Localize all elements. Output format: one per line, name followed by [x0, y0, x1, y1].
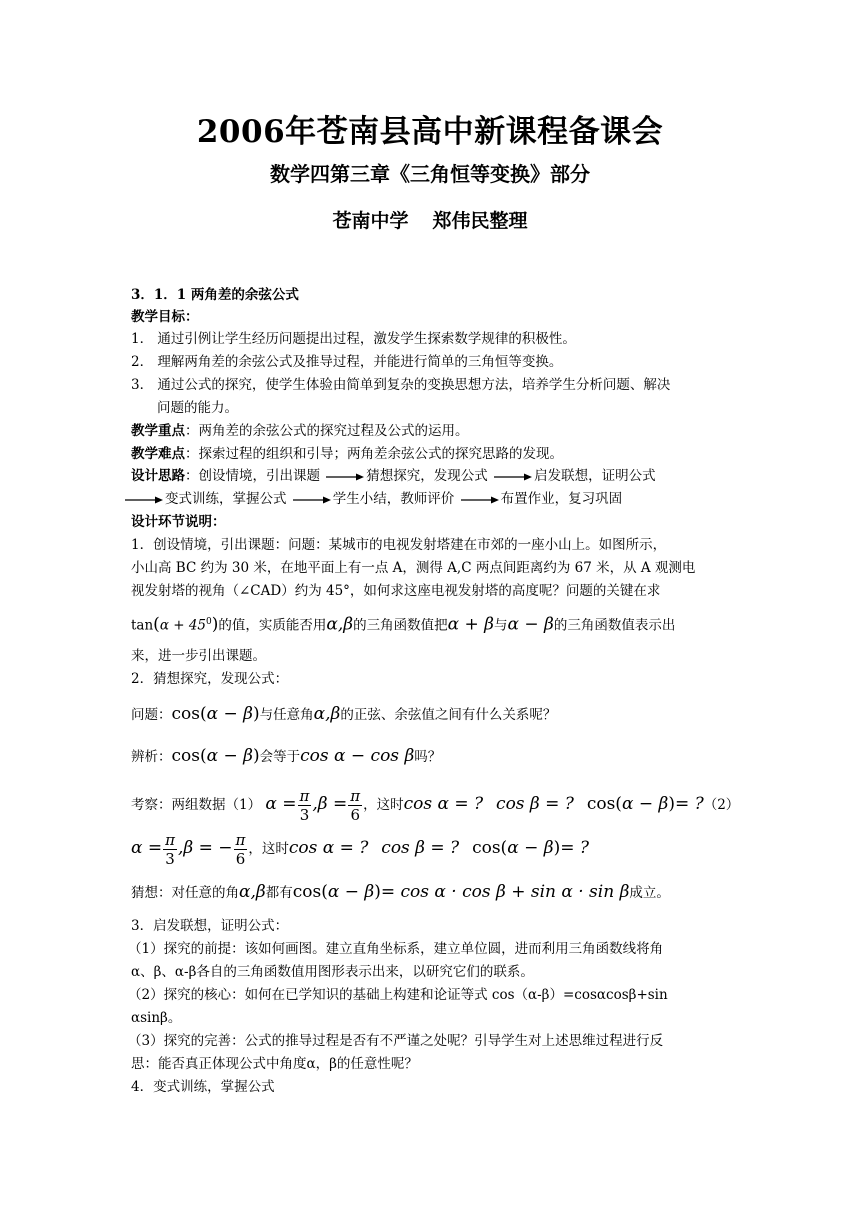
design-step: 启发联想，证明公式: [534, 468, 656, 484]
fraction: $\frac{\pi}{3}$: [165, 830, 175, 868]
key-point-label: 教学重点: [131, 423, 185, 439]
text: 与任意角: [259, 707, 314, 723]
paragraph-line: 思：能否真正体现公式中角度α，β的任意性呢？: [131, 1056, 418, 1072]
math-expr: cos α − cos β: [300, 746, 415, 766]
paragraph-heading: 2．猜想探究，发现公式：: [131, 671, 289, 687]
difficulty-line: [131, 445, 736, 463]
flow-arrow-icon: [293, 496, 331, 504]
math-func: cos: [472, 838, 501, 858]
math-expr: cos β = ?: [381, 838, 460, 858]
paragraph-line: 视发射塔的视角（∠CAD）约为 45°，如何求这座电视发射塔的高度呢？问题的关键在求: [131, 583, 661, 599]
math-expr: = cos α · cos β + sin α · sin β: [380, 882, 630, 902]
school-name: 苍南中学: [332, 210, 409, 232]
text: 猜想：对任意的角: [131, 885, 239, 901]
math-expr: α =: [265, 794, 297, 814]
page-subtitle: 数学四第三章《三角恒等变换》部分: [270, 162, 590, 186]
text: 的三角函数值把: [353, 617, 448, 634]
examine-line-1: 考察：两组数据（1） α = $\frac{\pi}{3}$ ,β = $\frac{\pi}{6}$ ，这时cos α = ? cos β = ? cos(α − β)= ?（2）: [131, 786, 740, 824]
text: ，这时: [363, 797, 404, 813]
text: ，这时: [248, 841, 289, 857]
math-expr: α + 45: [159, 617, 207, 634]
text: 会等于: [259, 749, 301, 765]
key-point-text: ：两角差的余弦公式的探究过程及公式的运用。: [185, 423, 469, 439]
math-expr: cos α = ?: [288, 838, 369, 858]
text: 吗？: [414, 749, 442, 765]
math-expr: cos α = ?: [403, 794, 484, 814]
paragraph-line: αsinβ。: [131, 1010, 182, 1026]
paragraph-heading: 4．变式训练，掌握公式: [131, 1079, 275, 1095]
math-func: cos: [171, 746, 200, 766]
design-step: 布置作业，复习巩固: [500, 491, 623, 507]
design-label: 设计思路: [131, 468, 185, 484]
steps-label: 设计环节说明：: [131, 514, 226, 530]
math-expr: α − β: [507, 838, 554, 858]
difficulty-label: 教学难点: [131, 446, 185, 462]
author-line: [0, 206, 860, 233]
goal-item: 1． 通过引例让学生经历问题提出过程，激发学生探索数学规律的积极性。: [131, 331, 576, 347]
math-func: cos: [171, 704, 200, 724]
text: 与: [493, 617, 508, 634]
flow-arrow-icon: [461, 496, 499, 504]
math-expr: α − β: [206, 746, 253, 766]
math-func: cos: [292, 882, 322, 902]
math-sup: 0: [206, 617, 212, 627]
design-line-2: [125, 490, 730, 508]
paragraph-heading: 3．启发联想，证明公式：: [131, 918, 289, 934]
text: 成立。: [629, 885, 670, 901]
math-expr: α =: [131, 838, 163, 858]
fraction: $\frac{\pi}{6}$: [235, 830, 246, 868]
text: 问题：: [131, 707, 172, 723]
question-line: 问题：cos(α − β)与任意角α,β的正弦、余弦值之间有什么关系呢？: [131, 704, 557, 724]
fraction: $\frac{\pi}{6}$: [350, 786, 361, 824]
math-expr: = ?: [560, 838, 589, 858]
goals-label: 教学目标：: [131, 309, 199, 325]
author-name: 郑伟民整理: [432, 210, 528, 232]
math-func: cos: [586, 794, 616, 814]
paragraph-line: α、β、α-β各自的三角函数值用图形表示出来，以研究它们的联系。: [131, 964, 534, 980]
formula-line: $\tan(\alpha + 45^0)$的值，实质能否用α,β的三角函数值把α + β与α − β的三角函数值表示出: [131, 614, 676, 635]
goal-item: 2． 理解两角差的余弦公式及推导过程，并能进行简单的三角恒等变换。: [131, 354, 563, 370]
goal-item: 3． 通过公式的探究，使学生体验由简单到复杂的变换思想方法，培养学生分析问题、解决: [131, 377, 671, 393]
design-step: 猜想探究，发现公式: [366, 468, 488, 484]
flow-arrow-icon: [494, 473, 532, 481]
text: 考察：两组数据（1）: [131, 797, 262, 813]
paragraph-line: 来，进一步引出课题。: [131, 648, 266, 664]
text: 辨析：: [131, 749, 172, 765]
paragraph-line: 小山高 BC 约为 30 米，在地平面上有一点 A，测得 A,C 两点间距离约为 67 米，从 A 观测电: [131, 560, 696, 576]
text: 都有: [265, 885, 293, 901]
math-expr: α − β: [206, 704, 253, 724]
math-expr: α − β: [621, 794, 669, 814]
flow-arrow-icon: [125, 496, 163, 504]
math-expr: = ?: [674, 794, 704, 814]
page-title: 2006年苍南县高中新课程备课会: [196, 114, 664, 150]
fraction: $\frac{\pi}{3}$: [299, 786, 310, 824]
paragraph-line: （1）探究的前提：该如何画图。建立直角坐标系，建立单位圆，进而利用三角函数线将角: [128, 941, 664, 957]
key-point-line: [131, 422, 736, 440]
text: 的三角函数值表示出: [553, 617, 676, 634]
design-step: 变式训练，掌握公式: [165, 491, 287, 507]
math-expr: α − β: [507, 614, 554, 635]
design-step: ：创设情境，引出课题: [185, 468, 320, 484]
text: （2）: [703, 797, 740, 813]
math-expr: α + β: [447, 614, 494, 635]
math-expr: ,β = −: [178, 838, 233, 858]
text: 的正弦、余弦值之间有什么关系呢？: [340, 707, 557, 723]
math-expr: ,β =: [312, 794, 348, 814]
paragraph-line: （3）探究的完善：公式的推导过程是否有不严谨之处呢？引导学生对上述思维过程进行反: [128, 1033, 664, 1049]
design-line-1: [131, 467, 736, 485]
analysis-line: 辨析：cos(α − β)会等于cos α − cos β吗？: [131, 746, 442, 766]
difficulty-text: ：探索过程的组织和引导；两角差余弦公式的探究思路的发现。: [185, 446, 563, 462]
math-expr: α,β: [326, 614, 354, 635]
text: 的值，实质能否用: [218, 617, 327, 634]
math-expr: α − β: [327, 882, 375, 902]
flow-arrow-icon: [326, 473, 364, 481]
math-expr: α,β: [239, 882, 266, 902]
math-expr: α,β: [313, 704, 341, 724]
paragraph-line: （2）探究的核心：如何在已学知识的基础上构建和论证等式 cos（α-β）=cosαcosβ+sin: [128, 987, 668, 1003]
section-heading: 3．1．1 两角差的余弦公式: [131, 287, 299, 303]
math-expr: cos β = ?: [496, 794, 574, 814]
math-func: tan: [131, 617, 154, 634]
paragraph-line: 1．创设情境，引出课题：问题：某城市的电视发射塔建在市郊的一座小山上。如图所示，: [131, 537, 667, 553]
goal-item-continued: 问题的能力。: [157, 400, 238, 416]
examine-line-2: α = $\frac{\pi}{3}$ ,β = − $\frac{\pi}{6}$ ，这时cos α = ? cos β = ? cos(α − β)= ?: [131, 830, 589, 868]
conjecture-line: 猜想：对任意的角α,β都有cos(α − β)= cos α · cos β + sin α · sin β成立。: [131, 882, 670, 902]
design-step: 学生小结，教师评价: [332, 491, 455, 507]
